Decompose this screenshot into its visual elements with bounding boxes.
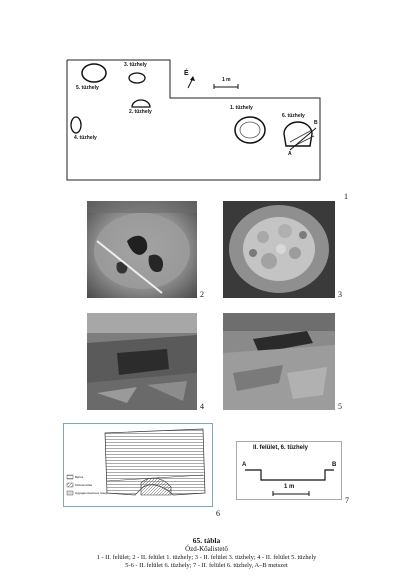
site-plan-drawing	[62, 56, 350, 188]
label-b: B	[314, 120, 318, 126]
site-plan	[62, 56, 350, 188]
label-scale: 1 m	[222, 77, 231, 83]
plate-caption-line-2: 5-6 - II. felület 6. tüzhely; 7 - II. felület 6. tüzhely, A–B metszet	[125, 562, 288, 569]
photo-hearth-6	[223, 313, 335, 410]
label-hearth-6: 6. tüzhely	[282, 113, 305, 119]
photo-number-5: 5	[338, 402, 342, 411]
photo-number-2: 2	[200, 290, 204, 299]
legend-1: Barna	[75, 475, 84, 479]
hearth-6	[284, 122, 316, 150]
label-a: A	[288, 151, 292, 157]
section-drawing	[63, 423, 213, 507]
label-hearth-2: 2. tüzhely	[129, 109, 152, 115]
figure-number-7: 7	[345, 496, 349, 505]
hearth-4	[71, 117, 81, 133]
hearth-1	[235, 117, 265, 143]
profile-line	[245, 470, 334, 480]
legend-2: Kőzeiomolás	[75, 483, 93, 487]
profile-scale: 1 m	[284, 484, 295, 490]
profile-a: A	[242, 462, 247, 468]
hearth-3	[129, 73, 145, 83]
photo-hearth-5	[87, 313, 197, 410]
profile-b: B	[332, 462, 337, 468]
label-hearth-1: 1. tüzhely	[230, 105, 253, 111]
plate-title: 65. tábla	[192, 536, 221, 545]
plate-caption-line-1: 1 - II. felület; 2 - II. felület 1. tüzhely; 3 - II. felület 3. tüzhely; 4 - II. felület 5. tüzhely	[96, 554, 317, 561]
hearth-5	[82, 64, 106, 82]
plate-site: Ózd-Kőalistető	[185, 545, 228, 553]
photo-hearth-1	[87, 201, 197, 298]
figure-number-1: 1	[344, 192, 348, 201]
figure-number-6: 6	[216, 509, 220, 518]
photo-hearth-3	[223, 201, 335, 298]
photo-number-3: 3	[338, 290, 342, 299]
profile-drawing	[236, 441, 342, 500]
profile-title: II. felület, 6. tüzhely	[253, 445, 309, 451]
legend-3: Agyagos-kavicsos réteg	[75, 491, 107, 495]
photo-number-4: 4	[200, 402, 204, 411]
hearth-2	[132, 100, 150, 107]
label-north: É	[184, 70, 189, 77]
label-hearth-3: 3. tüzhely	[124, 62, 147, 68]
label-hearth-4: 4. tüzhely	[74, 135, 97, 141]
label-hearth-5: 5. tüzhely	[76, 85, 99, 91]
